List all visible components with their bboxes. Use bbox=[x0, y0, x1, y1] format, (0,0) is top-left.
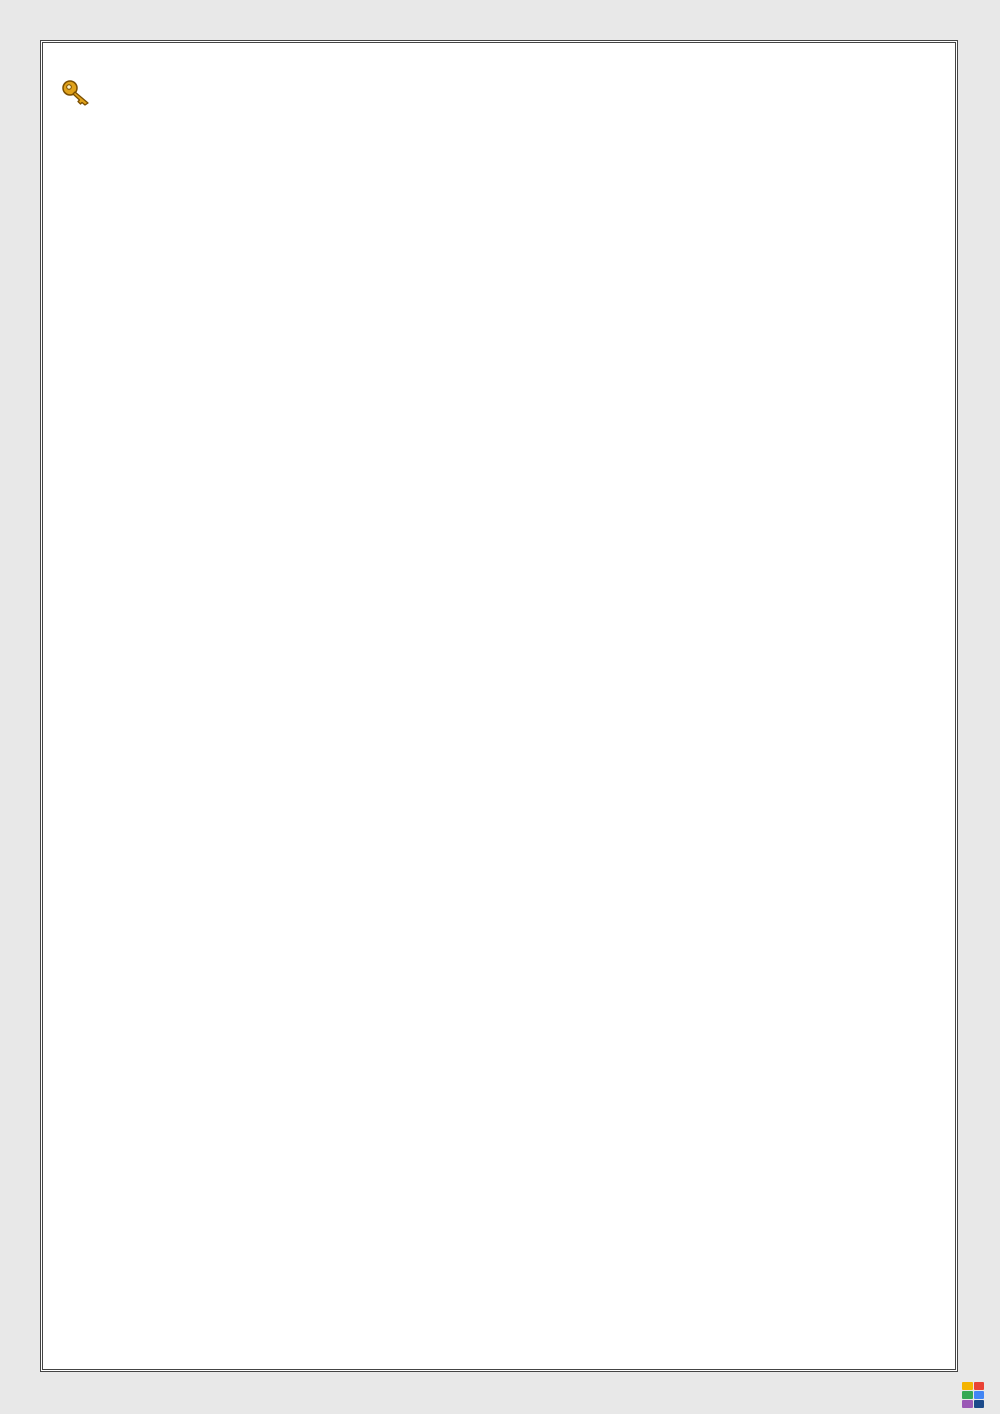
logo-square bbox=[962, 1382, 973, 1390]
worksheet-page bbox=[40, 40, 958, 1372]
logo-square bbox=[962, 1391, 973, 1399]
worksheet-content bbox=[61, 62, 937, 153]
logo-square bbox=[974, 1400, 985, 1408]
logo-square bbox=[962, 1400, 973, 1408]
logo-square bbox=[974, 1391, 985, 1399]
key-summary-heading bbox=[61, 78, 937, 107]
logo-square bbox=[974, 1382, 985, 1390]
key-icon bbox=[61, 78, 93, 106]
logo-mark-icon bbox=[962, 1382, 984, 1408]
liveworksheets-logo bbox=[962, 1382, 988, 1408]
section-title bbox=[61, 125, 937, 154]
